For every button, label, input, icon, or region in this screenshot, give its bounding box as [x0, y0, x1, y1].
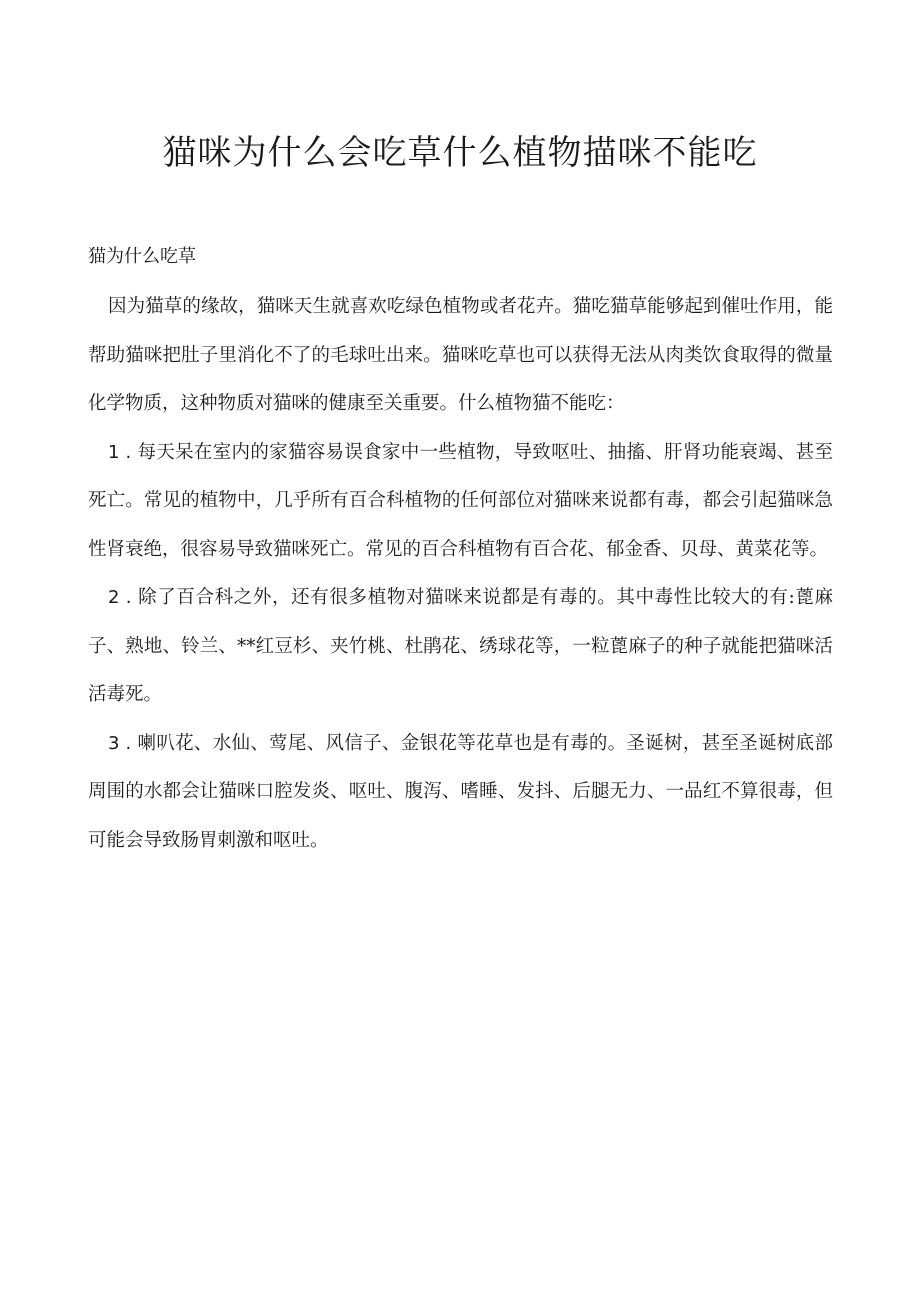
list-item-2	[88, 574, 833, 720]
section-heading: 猫为什么吃草	[88, 246, 196, 267]
intro-paragraph: 因为猫草的缘故，猫咪天生就喜欢吃绿色植物或者花卉。猫吃猫草能够起到催吐作用，能帮助猫咪把肚子里消化不了的毛球吐出来。猫咪吃草也可以获得无法从肉类饮食取得的微量化学物质，这种物质对猫咪的健康至关重要。什么植物猫不能吃：	[88, 296, 833, 414]
document-title: 猫咪为什么会吃草什么植物描咪不能吃	[162, 133, 758, 173]
list-item-text: 每天呆在室内的家猫容易误食家中一些植物，导致呕吐、抽搐、肝肾功能衰竭、甚至死亡。常见的植物中，几乎所有百合科植物的任何部位对猫咪来说都有毒，都会引起猫咪急性肾衰绝，很容易导致猫咪死亡。常见的百合科植物有百合花、郁金香、贝母、黄菜花等。	[88, 441, 833, 560]
list-item-number: 3 .	[108, 732, 132, 754]
document-body	[88, 283, 833, 865]
list-item-3	[88, 720, 833, 866]
list-item-text: 除了百合科之外，还有很多植物对猫咪来说都是有毒的。其中毒性比较大的有:蓖麻子、熟地、铃兰、**红豆杉、夹竹桃、杜鹃花、绣球花等，一粒蓖麻子的种子就能把猫咪活活毒死。	[88, 587, 833, 705]
list-item-1	[88, 429, 833, 575]
list-item-number: 1 .	[108, 441, 132, 463]
list-item-text: 喇叭花、水仙、莺尾、风信子、金银花等花草也是有毒的。圣诞树，甚至圣诞树底部周围的水都会让猫咪口腔发炎、呕吐、腹泻、嗜睡、发抖、后腿无力、一品红不算很毒，但可能会导致肠胃刺激和呕吐。	[88, 732, 833, 851]
list-item-number: 2 .	[108, 587, 132, 608]
